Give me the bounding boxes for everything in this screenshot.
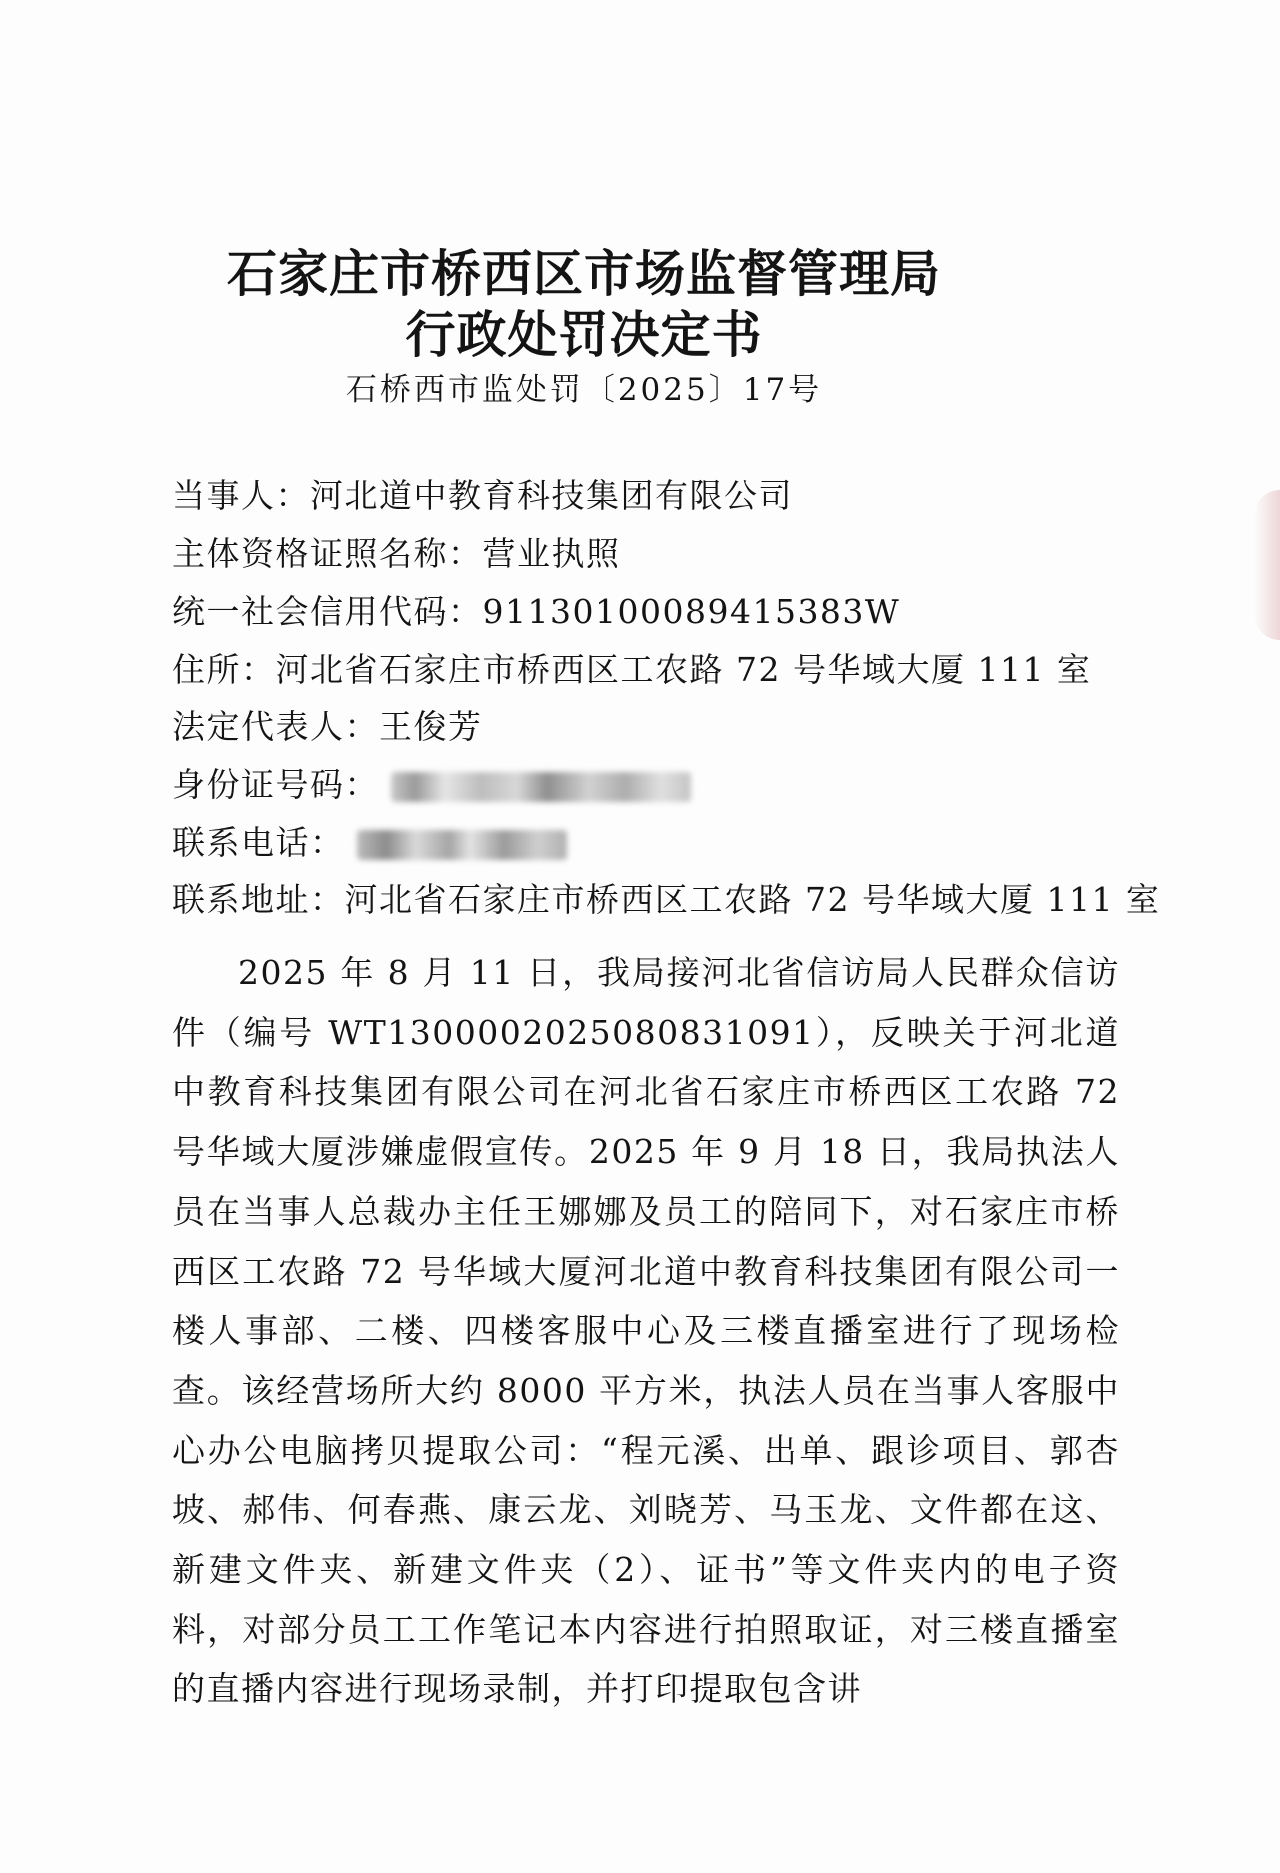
document-title-line2: 行政处罚决定书	[405, 306, 763, 364]
field-value: 王俊芳	[379, 707, 483, 746]
field-value: 91130100089415383W	[482, 592, 901, 631]
field-contact-address	[172, 880, 1161, 920]
field-credit-code	[172, 592, 1122, 632]
field-license-name	[172, 534, 1122, 574]
field-label: 当事人：	[172, 476, 310, 515]
field-label: 联系地址：	[172, 880, 345, 919]
field-phone	[172, 823, 1122, 863]
page-edge-shadow	[1254, 490, 1280, 640]
redacted-id-number	[391, 772, 691, 802]
field-address	[172, 650, 1122, 690]
field-label: 统一社会信用代码：	[172, 592, 483, 631]
field-label: 主体资格证照名称：	[172, 534, 483, 573]
field-legal-representative	[172, 707, 1122, 747]
body-paragraph: 2025 年 8 月 11 日，我局接河北省信访局人民群众信访件（编号 WT1300002025080831091），反映关于河北道中教育科技集团有限公司在河北省石家庄市桥西区工农路 72 号华域大厦涉嫌虚假宣传。2025 年 9 月 18 日，我局执法人员在当事人总裁办主任王娜娜及员工的陪同下，对石家庄市桥西区工农路 72 号华域大厦河北道中教育科技集团有限公司一楼人事部、二楼、四楼客服中心及三楼直播室进行了现场检查。该经营场所大约 8000 平方米，执法人员在当事人客服中心办公电脑拷贝提取公司：“程元溪、出单、跟诊项目、郭杏坡、郝伟、何春燕、康云龙、刘晓芳、马玉龙、文件都在这、新建文件夹、新建文件夹（2）、证书”等文件夹内的电子资料，对部分员工工作笔记本内容进行拍照取证，对三楼直播室的直播内容进行现场录制，并打印提取包含讲	[172, 953, 1120, 1709]
field-value: 河北道中教育科技集团有限公司	[310, 476, 793, 515]
field-label: 住所：	[172, 650, 276, 689]
field-label: 联系电话：	[172, 823, 345, 862]
field-party	[172, 476, 1122, 516]
document-number: 石桥西市监处罚〔2025〕17号	[345, 372, 823, 408]
field-label: 身份证号码：	[172, 765, 379, 804]
field-value: 营业执照	[482, 534, 621, 573]
field-value: 河北省石家庄市桥西区工农路 72 号华域大厦 111 室	[344, 880, 1161, 919]
field-value: 河北省石家庄市桥西区工农路 72 号华域大厦 111 室	[275, 650, 1092, 689]
field-id-number	[172, 765, 1122, 805]
document-title-line1: 石家庄市桥西区市场监督管理局	[227, 245, 941, 303]
redacted-phone-number	[357, 830, 567, 860]
field-label: 法定代表人：	[172, 707, 379, 746]
